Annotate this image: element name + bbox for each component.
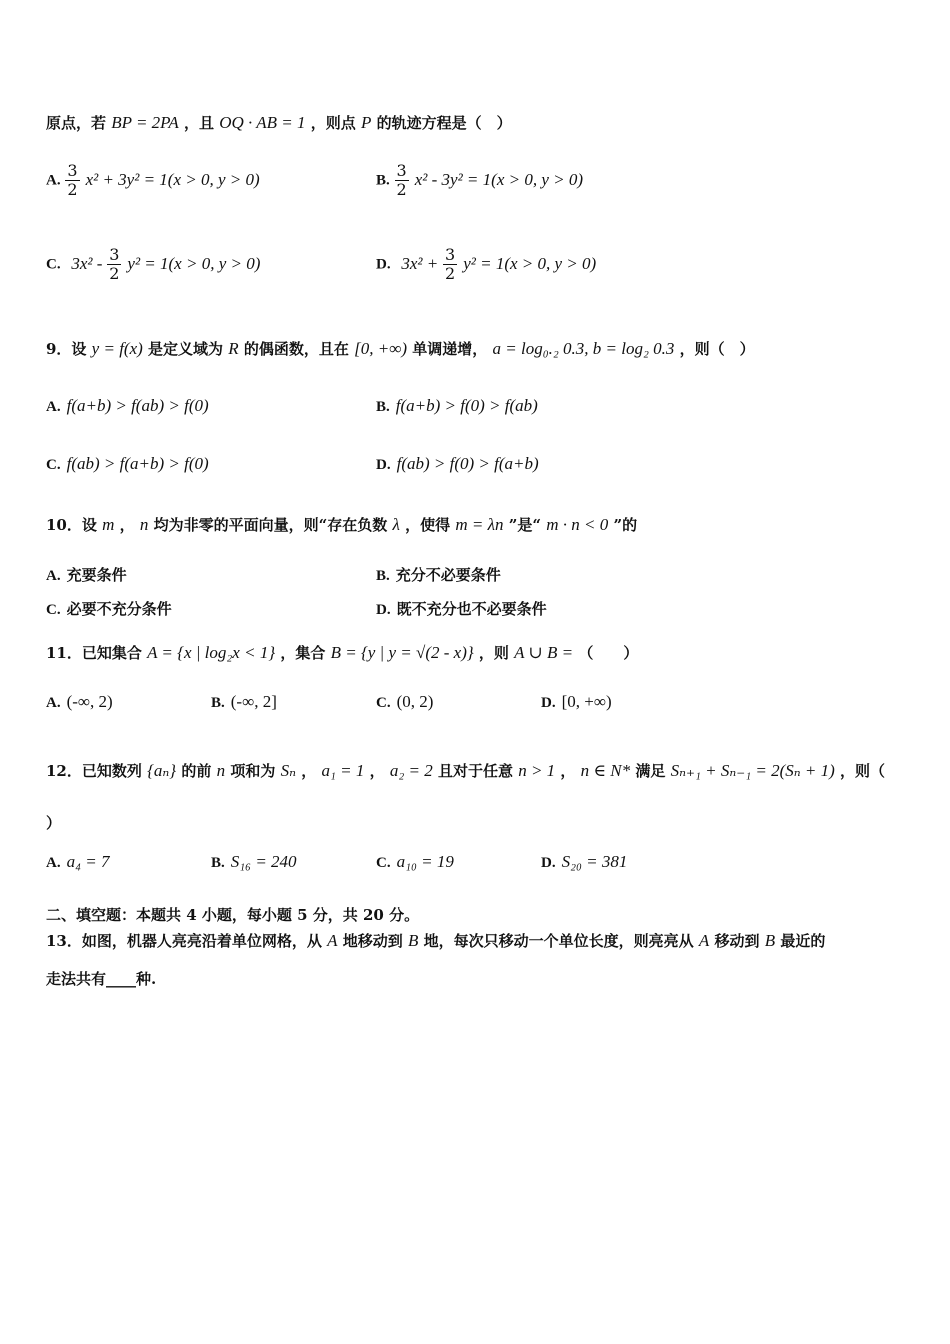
q8-text-4: 的轨迹方程是（ ） <box>376 114 512 132</box>
q10-stem: 10．设 m ， n 均为非零的平面向量，则“存在负数 λ ，使得 m = λn ”是“ m · n < 0 ”的 <box>46 515 638 534</box>
q12-option-c[interactable]: C. a₁₀ = 19 <box>376 852 454 871</box>
q12-option-d[interactable]: D. S₂₀ = 381 <box>541 852 628 871</box>
q12-option-b[interactable]: B. S₁₆ = 240 <box>211 852 297 871</box>
q12-stem-cont: ） <box>46 814 62 832</box>
q8-math-2: OQ · AB = 1 <box>219 113 306 132</box>
q11-math-3: A ∪ B = <box>514 643 574 662</box>
q9-option-a[interactable]: A. f(a+b) > f(ab) > f(0) <box>46 396 209 415</box>
q11-option-b[interactable]: B. (-∞, 2] <box>211 692 277 711</box>
fraction: $\frac{3}{2}$ <box>109 245 120 283</box>
q10-option-c[interactable]: C. 必要不充分条件 <box>46 600 172 618</box>
q9-math-2: R <box>228 339 239 358</box>
option-expr: y² = 1(x > 0, y > 0) <box>127 253 261 273</box>
q8-text-2: ，且 <box>184 114 215 132</box>
option-lead: 3x² + <box>401 253 439 273</box>
q12-option-a[interactable]: A. a₄ = 7 <box>46 852 110 871</box>
q8-option-c[interactable] <box>46 246 260 283</box>
q9-option-b[interactable]: B. f(a+b) > f(0) > f(ab) <box>376 396 538 415</box>
option-expr: x² + 3y² = 1(x > 0, y > 0) <box>85 169 260 189</box>
q10-option-d[interactable]: D. 既不充分也不必要条件 <box>376 600 547 618</box>
option-lead: 3x² - <box>71 253 103 273</box>
q9-math-4: a = log₀.₂ 0.3, b = log₂ 0.3 <box>492 339 675 358</box>
q10-math-2: n <box>139 515 149 534</box>
q9-stem: 9．设 y = f(x) 是定义域为 R 的偶函数，且在 [0, +∞) 单调递增， a = log₀.₂ 0.3, b = log₂ 0.3 ，则（ ） <box>46 339 755 358</box>
option-label: C. <box>46 256 61 273</box>
q11-math-2: B = {y | y = √(2 - x)} <box>330 643 474 662</box>
q10-option-b[interactable]: B. 充分不必要条件 <box>376 566 501 584</box>
q8-option-b[interactable] <box>376 162 583 199</box>
q9-math-1: y = f(x) <box>91 339 143 358</box>
q11-math-1: A = {x | log₂x < 1} <box>147 643 276 662</box>
q11-option-c[interactable]: C. (0, 2) <box>376 692 434 711</box>
q11-option-d[interactable]: D. [0, +∞) <box>541 692 612 711</box>
q9-option-d[interactable]: D. f(ab) > f(0) > f(a+b) <box>376 454 539 473</box>
q11-option-a[interactable]: A. (-∞, 2) <box>46 692 113 711</box>
section-heading: 二、填空题：本题共 4 小题，每小题 5 分，共 20 分。 <box>46 906 420 924</box>
q10-math-1: m <box>102 515 115 534</box>
option-label: D. <box>376 256 391 273</box>
fraction: $\frac{3}{2}$ <box>396 161 407 199</box>
q13-stem: 13．如图，机器人亮亮沿着单位网格，从 A 地移动到 B 地，每次只移动一个单位长度，则亮亮从 A 移动到 B 最近的 <box>46 931 826 950</box>
q8-option-d[interactable] <box>376 246 596 283</box>
option-label: B. <box>376 172 390 189</box>
option-label: A. <box>46 172 61 189</box>
q9-option-c[interactable]: C. f(ab) > f(a+b) > f(0) <box>46 454 209 473</box>
q12-stem: 12．已知数列 {aₙ} 的前 n 项和为 Sₙ ， a₁ = 1 ， a₂ = 2 且对于任意 n > 1 ， n ∈ N* 满足 Sₙ₊₁ + Sₙ₋₁ = 2(Sₙ + 1) ，则（ <box>46 761 886 780</box>
q8-text-1: 原点，若 <box>46 114 107 132</box>
option-expr: x² - 3y² = 1(x > 0, y > 0) <box>414 169 584 189</box>
q8-option-a[interactable] <box>46 162 260 199</box>
q10-option-a[interactable]: A. 充要条件 <box>46 566 127 584</box>
q8-text-3: ，则点 <box>310 114 356 132</box>
q8-math-3: P <box>360 113 372 132</box>
option-expr: y² = 1(x > 0, y > 0) <box>463 253 597 273</box>
q8-stem <box>46 112 512 133</box>
fraction: $\frac{3}{2}$ <box>67 161 78 199</box>
q8-math-1: BP = 2PA <box>111 113 179 132</box>
q11-stem: 11．已知集合 A = {x | log₂x < 1} ，集合 B = {y | y = √(2 - x)} ，则 A ∪ B = （ ） <box>46 643 639 662</box>
q9-math-3: [0, +∞) <box>354 339 408 358</box>
fraction: $\frac{3}{2}$ <box>445 245 456 283</box>
q10-math-4: m = λn <box>455 515 504 534</box>
q13-stem-line2: 走法共有____种. <box>46 970 157 988</box>
q10-math-3: λ <box>392 515 400 534</box>
q10-math-5: m · n < 0 <box>546 515 609 534</box>
